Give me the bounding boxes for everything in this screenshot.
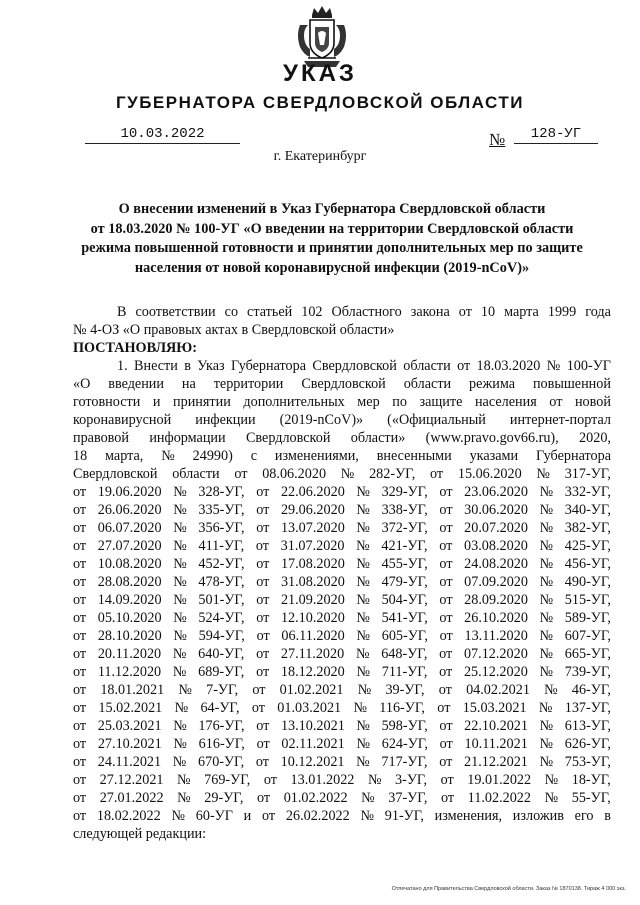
item-line: от 20.11.2020 № 640-УГ, от 27.11.2020 № 648-УГ, от 07.12.2020 № 665-УГ, bbox=[73, 646, 611, 662]
item-line: от 19.06.2020 № 328-УГ, от 22.06.2020 № 329-УГ, от 23.06.2020 № 332-УГ, bbox=[73, 484, 611, 500]
item-line: от 27.01.2022 № 29-УГ, от 01.02.2022 № 37-УГ, от 11.02.2022 № 55-УГ, bbox=[73, 790, 611, 806]
item-line: от 27.12.2021 № 769-УГ, от 13.01.2022 № 3-УГ, от 19.01.2022 № 18-УГ, bbox=[73, 772, 611, 788]
document-type: УКАЗ bbox=[283, 60, 357, 87]
item-line: Свердловской области от 08.06.2020 № 282-УГ, от 15.06.2020 № 317-УГ, bbox=[73, 466, 611, 482]
item-line: от 26.06.2020 № 335-УГ, от 29.06.2020 № 338-УГ, от 30.06.2020 № 340-УГ, bbox=[73, 502, 611, 518]
item-line: правовой информации Свердловской области» (www.pravo.gov66.ru), 2020, bbox=[73, 430, 611, 446]
item-line: от 27.07.2020 № 411-УГ, от 31.07.2020 № 421-УГ, от 03.08.2020 № 425-УГ, bbox=[73, 538, 611, 554]
item-line: от 06.07.2020 № 356-УГ, от 13.07.2020 № 372-УГ, от 20.07.2020 № 382-УГ, bbox=[73, 520, 611, 536]
item-line: от 28.10.2020 № 594-УГ, от 06.11.2020 № 605-УГ, от 13.11.2020 № 607-УГ, bbox=[73, 628, 611, 644]
item-line: следующей редакции: bbox=[73, 826, 207, 842]
item-line: 1. Внести в Указ Губернатора Свердловской области от 18.03.2020 № 100-УГ bbox=[117, 358, 611, 374]
title-line: от 18.03.2020 № 100-УГ «О введении на территории Свердловской области bbox=[90, 220, 574, 237]
item-line: от 05.10.2020 № 524-УГ, от 12.10.2020 № 541-УГ, от 26.10.2020 № 589-УГ, bbox=[73, 610, 611, 626]
item-line: от 15.02.2021 № 64-УГ, от 01.03.2021 № 116-УГ, от 15.03.2021 № 137-УГ, bbox=[73, 700, 611, 716]
item-line: коронавирусной инфекции (2019-nCoV)» («Официальный интернет-портал bbox=[73, 412, 611, 428]
item-line: от 24.11.2021 № 670-УГ, от 10.12.2021 № 717-УГ, от 21.12.2021 № 753-УГ, bbox=[73, 754, 611, 770]
document-body bbox=[73, 303, 611, 843]
title-line: О внесении изменений в Указ Губернатора Свердловской области bbox=[118, 201, 546, 217]
preamble-line: № 4-ОЗ «О правовых актах в Свердловской области» bbox=[73, 322, 395, 338]
item-line: от 10.08.2020 № 452-УГ, от 17.08.2020 № 455-УГ, от 24.08.2020 № 456-УГ, bbox=[73, 556, 611, 572]
number-sign: № bbox=[489, 130, 506, 149]
print-info: Отпечатано для Правительства Свердловской области. Заказ № 1870138. Тираж 4 000 экз. bbox=[391, 886, 626, 892]
item-line: от 27.10.2021 № 616-УГ, от 02.11.2021 № 624-УГ, от 10.11.2021 № 626-УГ, bbox=[73, 736, 611, 752]
item-line: от 11.12.2020 № 689-УГ, от 18.12.2020 № 711-УГ, от 25.12.2020 № 739-УГ, bbox=[73, 664, 611, 680]
document-number: 128-УГ bbox=[514, 126, 598, 144]
item-line: от 14.09.2020 № 501-УГ, от 21.09.2020 № 504-УГ, от 28.09.2020 № 515-УГ, bbox=[73, 592, 611, 608]
item-line: готовности и принятии дополнительных мер по защите населения от новой bbox=[73, 394, 611, 410]
decree-word: ПОСТАНОВЛЯЮ: bbox=[73, 340, 198, 356]
issue-city: г. Екатеринбург bbox=[273, 149, 367, 164]
preamble-line: В соответствии со статьей 102 Областного закона от 10 марта 1999 года bbox=[117, 304, 611, 320]
issuer-title: ГУБЕРНАТОРА СВЕРДЛОВСКОЙ ОБЛАСТИ bbox=[116, 93, 524, 112]
item-line: «О введении на территории Свердловской области режима повышенной bbox=[73, 376, 611, 392]
item-line: от 18.02.2022 № 60-УГ и от 26.02.2022 № 91-УГ, изменения, изложив его в bbox=[73, 808, 611, 824]
item-1 bbox=[73, 357, 611, 843]
item-line: от 28.08.2020 № 478-УГ, от 31.08.2020 № 479-УГ, от 07.09.2020 № 490-УГ, bbox=[73, 574, 611, 590]
item-line: 18 марта, № 24990) с изменениями, внесенными указами Губернатора bbox=[73, 448, 611, 464]
title-line: режима повышенной готовности и принятии дополнительных мер по защите bbox=[81, 240, 583, 256]
item-line: от 25.03.2021 № 176-УГ, от 13.10.2021 № 598-УГ, от 22.10.2021 № 613-УГ, bbox=[73, 718, 611, 734]
title-line: населения от новой коронавирусной инфекции (2019-nCoV)» bbox=[134, 259, 530, 276]
document-date: 10.03.2022 bbox=[85, 126, 240, 144]
document-title bbox=[62, 200, 602, 278]
item-line: от 18.01.2021 № 7-УГ, от 01.02.2021 № 39-УГ, от 04.02.2021 № 46-УГ, bbox=[73, 682, 611, 698]
